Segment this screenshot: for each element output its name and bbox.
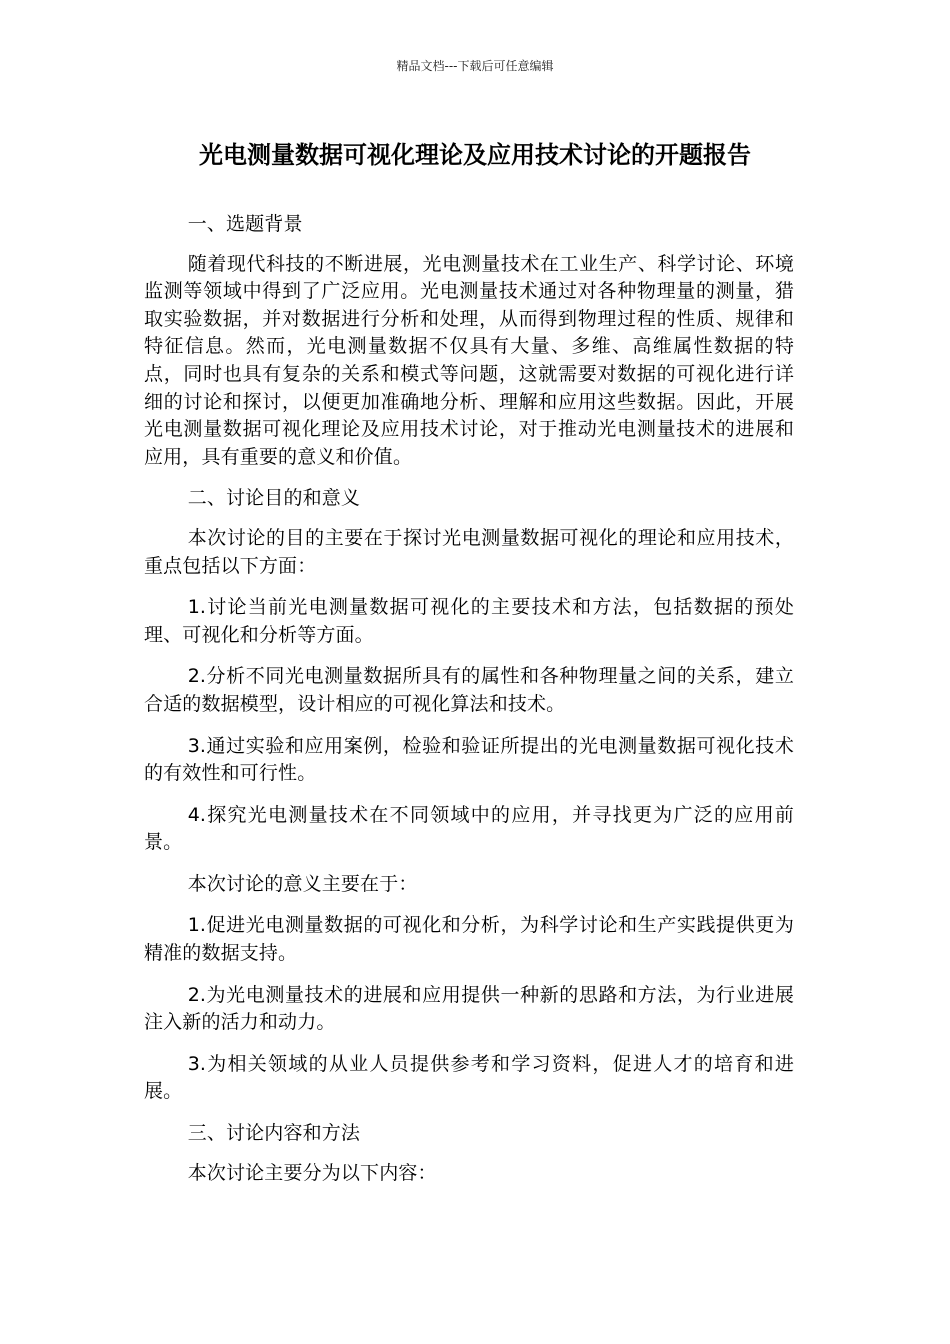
page-header: 精品文档---下载后可任意编辑	[396, 59, 554, 73]
section-heading-purpose: 二、讨论目的和意义	[187, 487, 361, 510]
list-item-significance-1: 1.促进光电测量数据的可视化和分析，为科学讨论和生产实践提供更为精准的数据支持。	[144, 914, 794, 965]
document-title: 光电测量数据可视化理论及应用技术讨论的开题报告	[199, 141, 751, 169]
paragraph-significance-intro: 本次讨论的意义主要在于：	[187, 872, 418, 895]
section-heading-background: 一、选题背景	[187, 213, 303, 235]
list-item-significance-3: 3.为相关领域的从业人员提供参考和学习资料，促进人才的培育和进展。	[144, 1052, 794, 1103]
list-item-purpose-4: 4.探究光电测量技术在不同领域中的应用，并寻找更为广泛的应用前景。	[144, 803, 794, 854]
section-heading-content: 三、讨论内容和方法	[187, 1122, 361, 1145]
list-item-purpose-3: 3.通过实验和应用案例，检验和验证所提出的光电测量数据可视化技术的有效性和可行性。	[144, 734, 794, 785]
paragraph-background: 随着现代科技的不断进展，光电测量技术在工业生产、科学讨论、环境监测等领域中得到了广泛应用。光电测量技术通过对各种物理量的测量，猎取实验数据，并对数据进行分析和处理，从而得到物理过程的性质、规律和特征信息。然而，光电测量数据不仅具有大量、多维、高维属性数据的特点，同时也具有复杂的关系和模式等问题，这就需要对数据的可视化进行详细的讨论和探讨，以便更加准确地分析、理解和应用这些数据。因此，开展光电测量数据可视化理论及应用技术讨论，对于推动光电测量技术的进展和应用，具有重要的意义和价值。	[144, 252, 794, 468]
document-body	[144, 211, 794, 1201]
list-item-significance-2: 2.为光电测量技术的进展和应用提供一种新的思路和方法，为行业进展注入新的活力和动力。	[144, 983, 794, 1034]
paragraph-content-intro: 本次讨论主要分为以下内容：	[187, 1161, 437, 1184]
paragraph-purpose-intro: 本次讨论的目的主要在于探讨光电测量数据可视化的理论和应用技术，重点包括以下方面：	[144, 526, 794, 577]
list-item-purpose-1: 1.讨论当前光电测量数据可视化的主要技术和方法，包括数据的预处理、可视化和分析等方面。	[144, 596, 794, 646]
list-item-purpose-2: 2.分析不同光电测量数据所具有的属性和各种物理量之间的关系，建立合适的数据模型，设计相应的可视化算法和技术。	[144, 665, 794, 715]
